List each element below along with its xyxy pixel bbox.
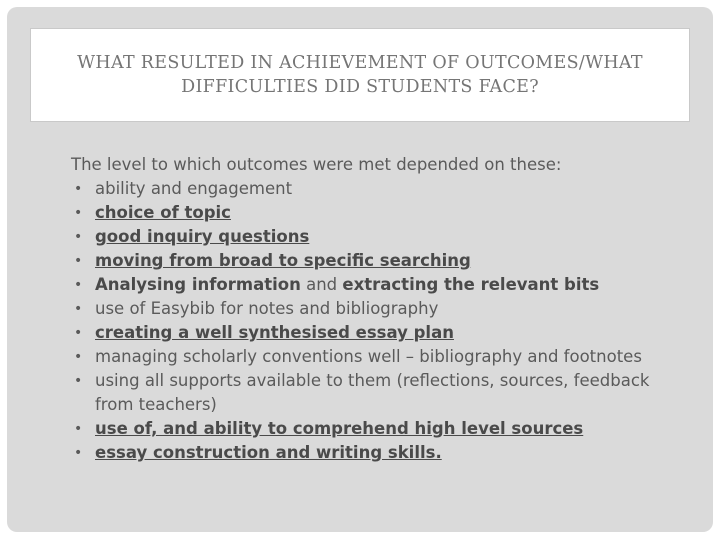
bullet-dot-icon: • bbox=[74, 325, 83, 341]
bullet-item bbox=[71, 369, 691, 417]
bullet-text: choice of topic bbox=[95, 203, 231, 222]
bullet-dot-icon: • bbox=[74, 301, 83, 317]
bullet-item bbox=[71, 297, 691, 321]
bullet-text: creating a well synthesised essay plan bbox=[95, 323, 454, 342]
bullet-item bbox=[71, 249, 691, 273]
bullet-text: ability and engagement bbox=[95, 179, 293, 198]
slide-title: WHAT RESULTED IN ACHIEVEMENT OF OUTCOMES/WHAT DIFFICULTIES DID STUDENTS FACE? bbox=[77, 53, 643, 97]
title-box bbox=[30, 28, 690, 122]
bullet-text: extracting the relevant bits bbox=[342, 275, 600, 294]
bullet-item bbox=[71, 273, 691, 297]
bullet-dot-icon: • bbox=[74, 205, 83, 221]
bullet-text: and bbox=[300, 275, 343, 294]
bullet-item bbox=[71, 201, 691, 225]
bullet-dot-icon: • bbox=[74, 181, 83, 197]
bullet-dot-icon: • bbox=[74, 349, 83, 365]
bullet-text: use of Easybib for notes and bibliography bbox=[95, 299, 439, 318]
bullet-text: Analysing information bbox=[95, 275, 301, 294]
slide-background bbox=[7, 7, 713, 532]
bullet-dot-icon: • bbox=[74, 253, 83, 269]
bullet-item bbox=[71, 225, 691, 249]
bullet-text: moving from broad to specific searching bbox=[95, 251, 471, 270]
bullet-dot-icon: • bbox=[74, 445, 83, 461]
bullet-text: essay construction and writing skills. bbox=[95, 443, 442, 462]
bullet-dot-icon: • bbox=[74, 421, 83, 437]
bullet-list bbox=[71, 177, 691, 465]
intro-text: The level to which outcomes were met depended on these: bbox=[71, 155, 562, 174]
bullet-dot-icon: • bbox=[74, 277, 83, 293]
bullet-item bbox=[71, 417, 691, 441]
bullet-item bbox=[71, 177, 691, 201]
bullet-text: managing scholarly conventions well – bibliography and footnotes bbox=[95, 347, 642, 366]
bullet-item bbox=[71, 441, 691, 465]
bullet-text: good inquiry questions bbox=[95, 227, 310, 246]
bullet-item bbox=[71, 321, 691, 345]
bullet-text: using all supports available to them (reflections, sources, feedback from teachers) bbox=[95, 371, 650, 414]
bullet-dot-icon: • bbox=[74, 229, 83, 245]
content-area bbox=[71, 153, 691, 465]
bullet-item bbox=[71, 345, 691, 369]
bullet-dot-icon: • bbox=[74, 373, 83, 389]
bullet-text: use of, and ability to comprehend high level sources bbox=[95, 419, 584, 438]
